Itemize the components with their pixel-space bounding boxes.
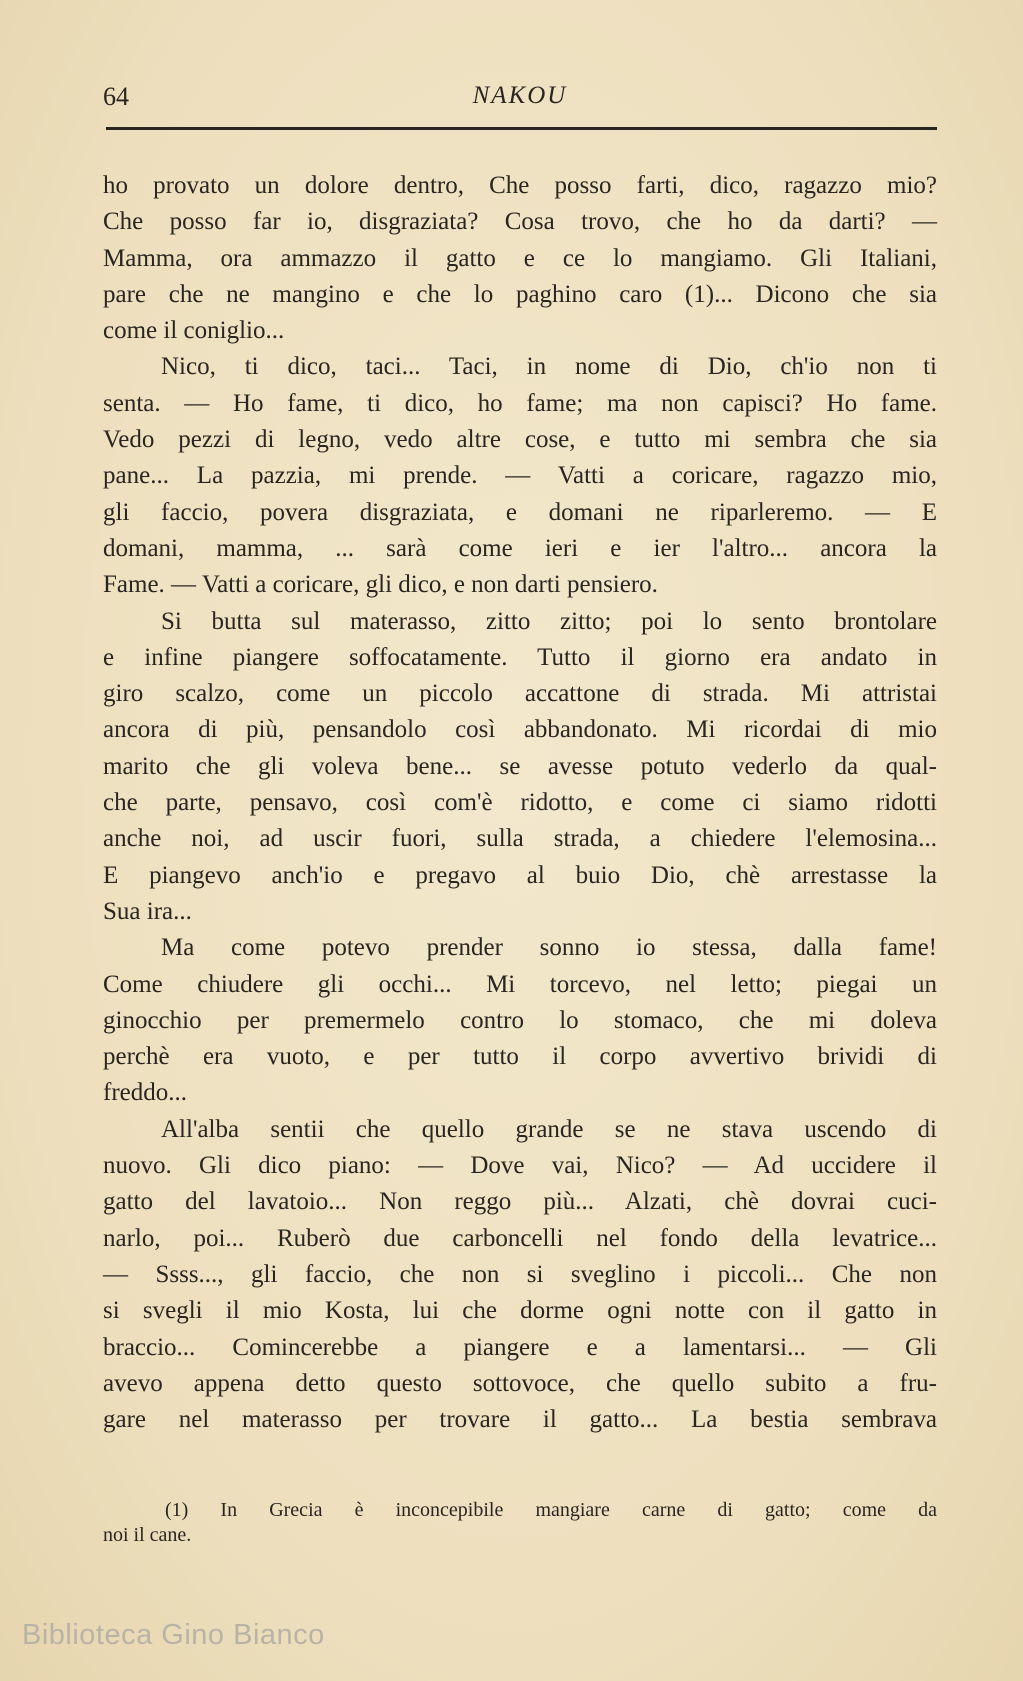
- text-line: pare che ne mangino e che lo paghino caro (1)... Dicono che sia: [103, 280, 937, 308]
- text-line: che parte, pensavo, così com'è ridotto, e come ci siamo ridotti: [103, 789, 937, 817]
- text-line: All'alba sentii che quello grande se ne stava uscendo di: [161, 1115, 937, 1143]
- text-line: narlo, poi... Ruberò due carboncelli nel fondo della levatrice...: [103, 1224, 937, 1252]
- body-text: [103, 168, 937, 1438]
- text-line: Come chiudere gli occhi... Mi torcevo, nel letto; piegai un: [103, 970, 937, 998]
- text-line: ginocchio per premermelo contro lo stomaco, che mi doleva: [103, 1006, 937, 1034]
- text-line: si svegli il mio Kosta, lui che dorme ogni notte con il gatto in: [103, 1297, 937, 1325]
- text-line: E piangevo anch'io e pregavo al buio Dio, chè arrestasse la: [103, 861, 937, 889]
- text-line: nuovo. Gli dico piano: — Dove vai, Nico? — Ad uccidere il: [103, 1152, 937, 1180]
- page-header: [103, 82, 937, 122]
- text-line: gare nel materasso per trovare il gatto... La bestia sembrava: [103, 1406, 937, 1434]
- text-line: Che posso far io, disgraziata? Cosa trovo, che ho da darti? —: [103, 208, 937, 236]
- library-watermark: Biblioteca Gino Bianco: [22, 1619, 325, 1651]
- footnote-line: noi il cane.: [103, 1524, 192, 1546]
- text-line: Ma come potevo prender sonno io stessa, dalla fame!: [161, 934, 937, 962]
- text-line: gli faccio, povera disgraziata, e domani ne riparleremo. — E: [103, 498, 937, 526]
- text-line: senta. — Ho fame, ti dico, ho fame; ma non capisci? Ho fame.: [103, 389, 937, 417]
- text-line: anche noi, ad uscir fuori, sulla strada, a chiedere l'elemosina...: [103, 825, 937, 853]
- text-line: giro scalzo, come un piccolo accattone di strada. Mi attristai: [103, 680, 937, 708]
- text-line: marito che gli voleva bene... se avesse potuto vederlo da qual-: [103, 752, 937, 780]
- text-line: Vedo pezzi di legno, vedo altre cose, e tutto mi sembra che sia: [103, 426, 937, 454]
- footnote: [103, 1498, 937, 1548]
- text-line: perchè era vuoto, e per tutto il corpo avvertivo brividi di: [103, 1043, 937, 1071]
- running-title: NAKOU: [472, 82, 568, 109]
- text-line: Fame. — Vatti a coricare, gli dico, e non darti pensiero.: [103, 571, 658, 599]
- text-line: braccio... Comincerebbe a piangere e a lamentarsi... — Gli: [103, 1333, 937, 1361]
- text-line: Si butta sul materasso, zitto zitto; poi lo sento brontolare: [161, 607, 937, 635]
- text-line: Nico, ti dico, taci... Taci, in nome di Dio, ch'io non ti: [161, 353, 937, 381]
- page-number: 64: [103, 82, 129, 111]
- text-line: — Ssss..., gli faccio, che non si sveglino i piccoli... Che non: [103, 1260, 937, 1288]
- text-line: ho provato un dolore dentro, Che posso farti, dico, ragazzo mio?: [103, 172, 937, 199]
- footnote-line: (1) In Grecia è inconcepibile mangiare carne di gatto; come da: [165, 1499, 937, 1521]
- text-line: ancora di più, pensandolo così abbandonato. Mi ricordai di mio: [103, 716, 937, 744]
- text-line: e infine piangere soffocatamente. Tutto il giorno era andato in: [103, 643, 937, 671]
- text-line: freddo...: [103, 1079, 187, 1107]
- text-line: domani, mamma, ... sarà come ieri e ier l'altro... ancora la: [103, 534, 937, 562]
- text-line: Sua ira...: [103, 897, 192, 925]
- text-line: gatto del lavatoio... Non reggo più... Alzati, chè dovrai cuci-: [103, 1188, 937, 1216]
- header-rule: [106, 127, 937, 130]
- text-line: Mamma, ora ammazzo il gatto e ce lo mangiamo. Gli Italiani,: [103, 244, 937, 272]
- text-line: pane... La pazzia, mi prende. — Vatti a coricare, ragazzo mio,: [103, 462, 937, 490]
- text-line: avevo appena detto questo sottovoce, che quello subito a fru-: [103, 1369, 937, 1397]
- text-line: come il coniglio...: [103, 317, 285, 345]
